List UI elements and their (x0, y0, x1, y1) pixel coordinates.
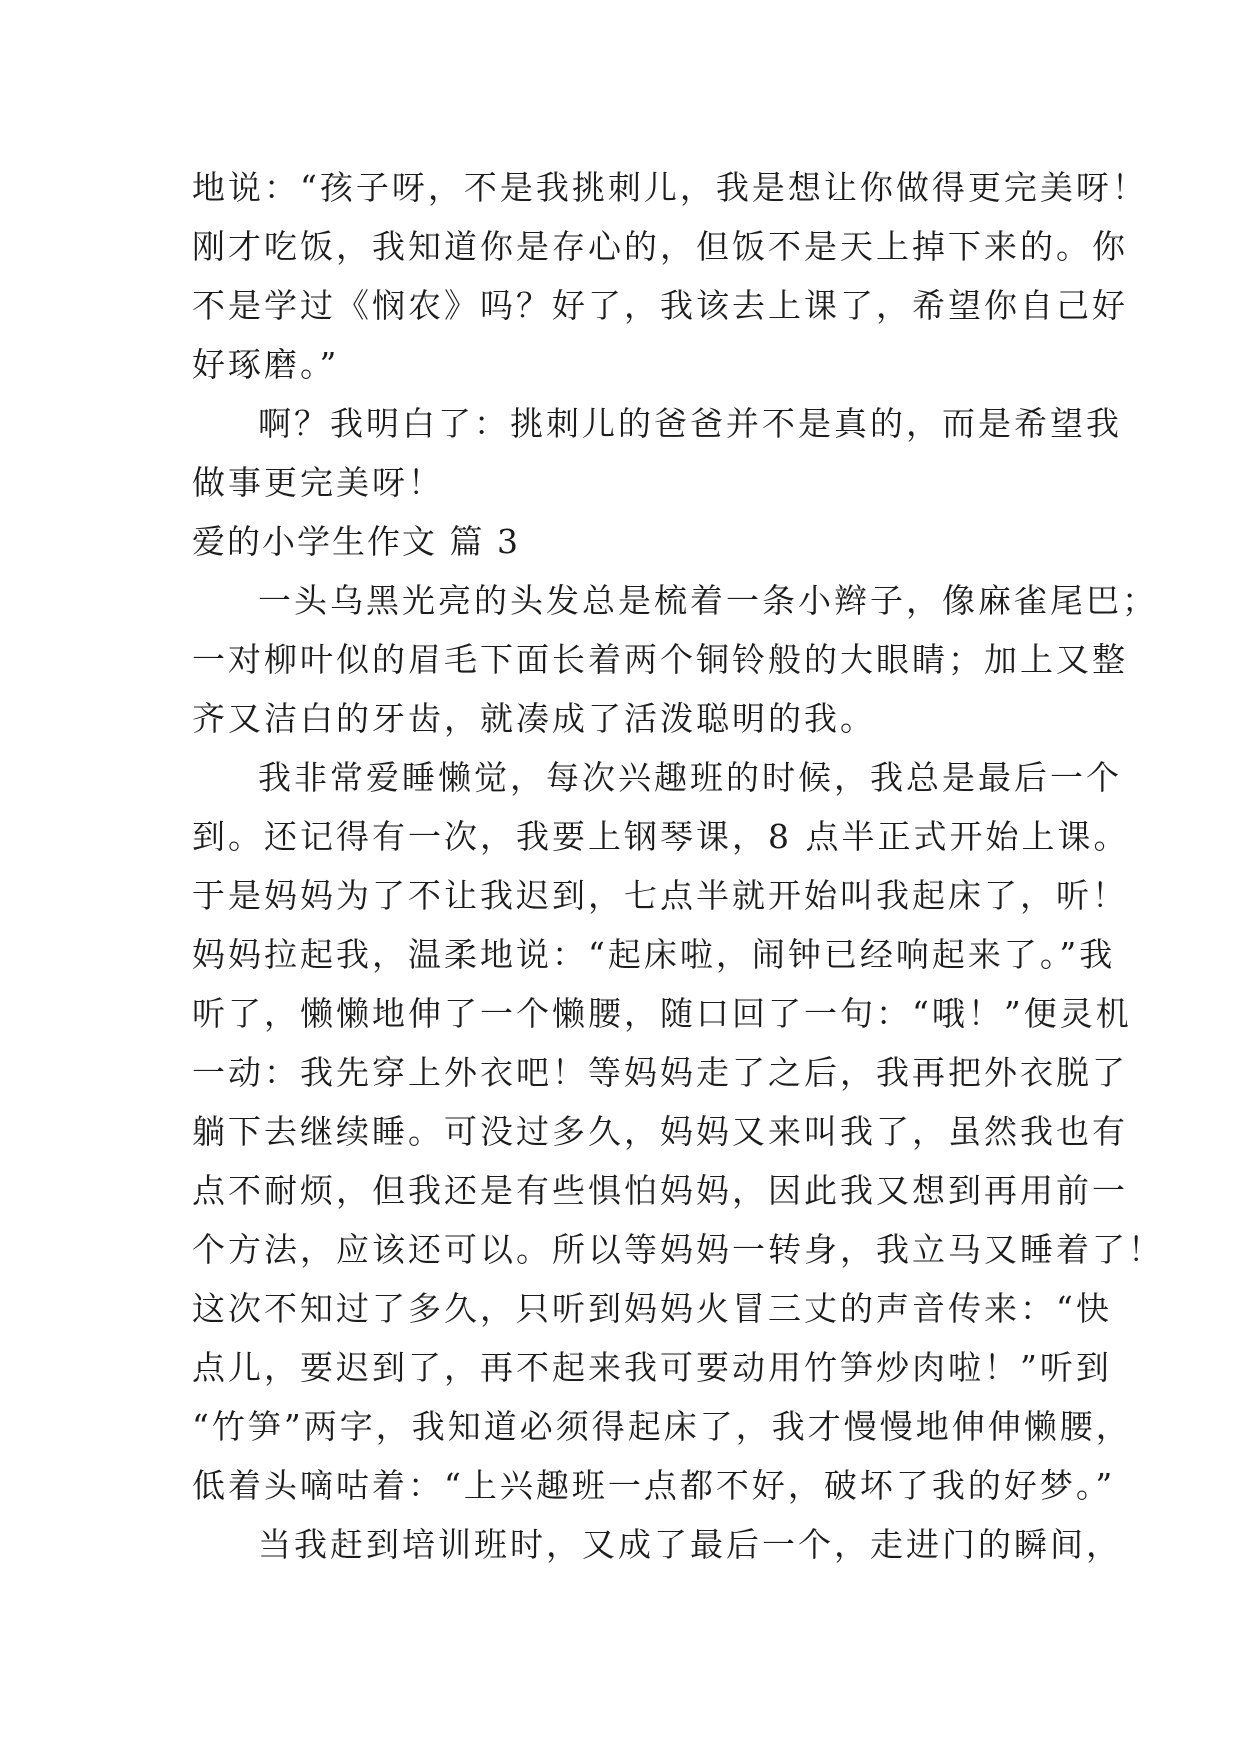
section-heading: 爱的小学生作文 篇 3 (192, 522, 520, 561)
text-line: 个方法，应该还可以。所以等妈妈一转身，我立马又睡着了！ (192, 1230, 1164, 1269)
text-line: 躺下去继续睡。可没过多久，妈妈又来叫我了，虽然我也有 (192, 1112, 1128, 1151)
text-line: 一对柳叶似的眉毛下面长着两个铜铃般的大眼睛；加上又整 (192, 640, 1128, 679)
text-line: 妈妈拉起我，温柔地说：“起床啦，闹钟已经响起来了。”我 (192, 935, 1116, 974)
text-line: 这次不知过了多久，只听到妈妈火冒三丈的声音传来：“快 (192, 1289, 1112, 1328)
text-line: 点不耐烦，但我还是有些惧怕妈妈，因此我又想到再用前一 (192, 1171, 1128, 1210)
text-line: 不是学过《悯农》吗？好了，我该去上课了，希望你自己好 (192, 286, 1128, 325)
text-line: 我非常爱睡懒觉，每次兴趣班的时候，我总是最后一个 (258, 758, 1122, 797)
text-line: 好琢磨。” (192, 345, 340, 384)
text-line: 做事更完美呀！ (192, 463, 444, 502)
text-line: 听了，懒懒地伸了一个懒腰，随口回了一句：“哦！”便灵机 (192, 994, 1132, 1033)
text-line: 齐又洁白的牙齿，就凑成了活泼聪明的我。 (192, 699, 876, 738)
text-line: 地说：“孩子呀，不是我挑刺儿，我是想让你做得更完美呀！ (192, 168, 1148, 207)
text-line: 于是妈妈为了不让我迟到，七点半就开始叫我起床了，听！ (192, 876, 1128, 915)
text-line: 到。还记得有一次，我要上钢琴课，8 点半正式开始上课。 (192, 817, 1130, 856)
text-line: 低着头嘀咕着：“上兴趣班一点都不好，破坏了我的好梦。” (192, 1466, 1116, 1505)
text-line: 刚才吃饭，我知道你是存心的，但饭不是天上掉下来的。你 (192, 227, 1128, 266)
text-line: “竹笋”两字，我知道必须得起床了，我才慢慢地伸伸懒腰， (192, 1407, 1132, 1446)
text-line: 当我赶到培训班时，又成了最后一个，走进门的瞬间， (258, 1525, 1122, 1564)
text-line: 啊？我明白了：挑刺儿的爸爸并不是真的，而是希望我 (258, 404, 1122, 443)
document-body (192, 158, 1164, 1574)
text-line: 一动：我先穿上外衣吧！等妈妈走了之后，我再把外衣脱了 (192, 1053, 1128, 1092)
text-line: 点儿，要迟到了，再不起来我可要动用竹笋炒肉啦！”听到 (192, 1348, 1112, 1387)
text-line: 一头乌黑光亮的头发总是梳着一条小辫子，像麻雀尾巴； (258, 581, 1158, 620)
